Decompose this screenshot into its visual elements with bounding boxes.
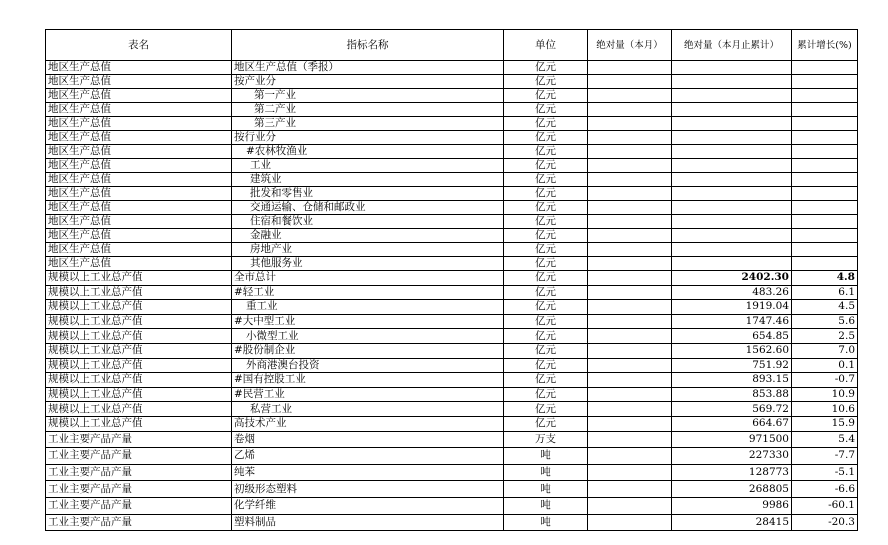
indicator-name-cell bbox=[232, 103, 504, 117]
monthly-value-cell bbox=[588, 481, 672, 498]
unit-cell: 亿元 bbox=[504, 271, 588, 286]
indicator-name: 乙烯 bbox=[234, 449, 255, 462]
monthly-value-cell bbox=[588, 187, 672, 201]
table-row bbox=[46, 481, 858, 498]
indicator-name: #国有控股工业 bbox=[234, 373, 306, 386]
table-row bbox=[46, 329, 858, 344]
cumulative-value-cell: 268805 bbox=[672, 481, 792, 498]
unit-cell: 万支 bbox=[504, 431, 588, 448]
indicator-name: 化学纤维 bbox=[234, 499, 276, 512]
unit-cell: 吨 bbox=[504, 514, 588, 531]
monthly-value-cell bbox=[588, 145, 672, 159]
table-name-cell: 规模以上工业总产值 bbox=[46, 314, 232, 329]
monthly-value-cell bbox=[588, 173, 672, 187]
table-row bbox=[46, 300, 858, 315]
growth-cell: -0.7 bbox=[792, 373, 858, 388]
monthly-value-cell bbox=[588, 131, 672, 145]
growth-cell: 4.5 bbox=[792, 300, 858, 315]
indicator-name: 其他服务业 bbox=[250, 257, 303, 269]
table-row bbox=[46, 145, 858, 159]
table-name-cell: 工业主要产品产量 bbox=[46, 448, 232, 465]
cumulative-value-cell: 2402.30 bbox=[672, 271, 792, 286]
cumulative-value-cell bbox=[672, 229, 792, 243]
growth-cell bbox=[792, 117, 858, 131]
table-name-cell: 地区生产总值 bbox=[46, 131, 232, 145]
table-row bbox=[46, 431, 858, 448]
indicator-name: 第二产业 bbox=[254, 103, 296, 115]
indicator-name-cell bbox=[232, 159, 504, 173]
indicator-name-cell bbox=[232, 358, 504, 373]
table-name-cell: 地区生产总值 bbox=[46, 159, 232, 173]
table-row bbox=[46, 314, 858, 329]
unit-cell: 亿元 bbox=[504, 159, 588, 173]
monthly-value-cell bbox=[588, 271, 672, 286]
cumulative-value-cell bbox=[672, 131, 792, 145]
indicator-name: 按行业分 bbox=[234, 131, 276, 143]
table-row bbox=[46, 159, 858, 173]
indicator-name-cell bbox=[232, 117, 504, 131]
cumulative-value-cell: 128773 bbox=[672, 464, 792, 481]
table-name-cell: 地区生产总值 bbox=[46, 187, 232, 201]
growth-cell bbox=[792, 215, 858, 229]
monthly-value-cell bbox=[588, 514, 672, 531]
monthly-value-cell bbox=[588, 89, 672, 103]
table-name-cell: 工业主要产品产量 bbox=[46, 464, 232, 481]
indicator-name-cell bbox=[232, 229, 504, 243]
table-name-cell: 地区生产总值 bbox=[46, 75, 232, 89]
indicator-name-cell bbox=[232, 271, 504, 286]
indicator-name-cell bbox=[232, 497, 504, 514]
table-name-cell: 地区生产总值 bbox=[46, 257, 232, 271]
indicator-name-cell bbox=[232, 243, 504, 257]
indicator-name-cell bbox=[232, 215, 504, 229]
monthly-value-cell bbox=[588, 103, 672, 117]
table-name-cell: 规模以上工业总产值 bbox=[46, 285, 232, 300]
indicator-name-cell bbox=[232, 131, 504, 145]
indicator-name-cell bbox=[232, 387, 504, 402]
indicator-name-cell bbox=[232, 329, 504, 344]
monthly-value-cell bbox=[588, 61, 672, 75]
table-name-cell: 规模以上工业总产值 bbox=[46, 271, 232, 286]
indicator-name-cell bbox=[232, 145, 504, 159]
unit-cell: 亿元 bbox=[504, 89, 588, 103]
table-row bbox=[46, 131, 858, 145]
indicator-name-cell bbox=[232, 514, 504, 531]
indicator-name: 地区生产总值（季报） bbox=[234, 61, 339, 73]
table-name-cell: 规模以上工业总产值 bbox=[46, 343, 232, 358]
indicator-name: #轻工业 bbox=[234, 285, 275, 298]
growth-cell: 7.0 bbox=[792, 343, 858, 358]
growth-cell bbox=[792, 257, 858, 271]
indicator-name: 重工业 bbox=[246, 300, 278, 313]
unit-cell: 吨 bbox=[504, 481, 588, 498]
indicator-name: 第一产业 bbox=[254, 89, 296, 101]
growth-cell bbox=[792, 131, 858, 145]
indicator-name-cell bbox=[232, 75, 504, 89]
monthly-value-cell bbox=[588, 75, 672, 89]
table-name-cell: 规模以上工业总产值 bbox=[46, 387, 232, 402]
table-name-cell: 地区生产总值 bbox=[46, 201, 232, 215]
indicator-name: 私营工业 bbox=[250, 402, 292, 415]
indicator-name-cell bbox=[232, 314, 504, 329]
indicator-name-cell bbox=[232, 89, 504, 103]
table-row bbox=[46, 201, 858, 215]
growth-cell bbox=[792, 61, 858, 75]
monthly-value-cell bbox=[588, 431, 672, 448]
cumulative-value-cell bbox=[672, 89, 792, 103]
table-name-cell: 地区生产总值 bbox=[46, 215, 232, 229]
unit-cell: 亿元 bbox=[504, 314, 588, 329]
unit-cell: 亿元 bbox=[504, 215, 588, 229]
cumulative-value-cell: 1562.60 bbox=[672, 343, 792, 358]
cumulative-value-cell bbox=[672, 61, 792, 75]
unit-cell: 亿元 bbox=[504, 373, 588, 388]
table-row bbox=[46, 387, 858, 402]
growth-cell: 10.9 bbox=[792, 387, 858, 402]
indicator-name-cell bbox=[232, 343, 504, 358]
growth-cell bbox=[792, 201, 858, 215]
growth-cell: 15.9 bbox=[792, 416, 858, 431]
growth-cell: -7.7 bbox=[792, 448, 858, 465]
indicator-name-cell bbox=[232, 201, 504, 215]
monthly-value-cell bbox=[588, 402, 672, 417]
table-name-cell: 规模以上工业总产值 bbox=[46, 358, 232, 373]
unit-cell: 亿元 bbox=[504, 173, 588, 187]
cumulative-value-cell: 28415 bbox=[672, 514, 792, 531]
indicator-name: #农林牧渔业 bbox=[246, 145, 308, 157]
indicator-name: 交通运输、仓储和邮政业 bbox=[250, 201, 366, 213]
monthly-value-cell bbox=[588, 358, 672, 373]
table-name-cell: 工业主要产品产量 bbox=[46, 481, 232, 498]
unit-cell: 亿元 bbox=[504, 201, 588, 215]
unit-cell: 亿元 bbox=[504, 402, 588, 417]
indicator-name: 卷烟 bbox=[234, 432, 255, 445]
table-name-cell: 地区生产总值 bbox=[46, 117, 232, 131]
cumulative-value-cell: 1919.04 bbox=[672, 300, 792, 315]
table-name-cell: 规模以上工业总产值 bbox=[46, 300, 232, 315]
indicator-name: 初级形态塑料 bbox=[234, 482, 297, 495]
indicator-name: #大中型工业 bbox=[234, 315, 296, 328]
header-unit: 单位 bbox=[504, 30, 588, 61]
indicator-name: 房地产业 bbox=[250, 243, 292, 255]
table-name-cell: 规模以上工业总产值 bbox=[46, 416, 232, 431]
table-row bbox=[46, 117, 858, 131]
growth-cell: 10.6 bbox=[792, 402, 858, 417]
monthly-value-cell bbox=[588, 448, 672, 465]
indicator-name-cell bbox=[232, 173, 504, 187]
growth-cell bbox=[792, 243, 858, 257]
growth-cell: -60.1 bbox=[792, 497, 858, 514]
cumulative-value-cell bbox=[672, 159, 792, 173]
table-row bbox=[46, 243, 858, 257]
table-row bbox=[46, 402, 858, 417]
table-row bbox=[46, 343, 858, 358]
monthly-value-cell bbox=[588, 159, 672, 173]
indicator-name: 外商港澳台投资 bbox=[246, 358, 320, 371]
growth-cell bbox=[792, 229, 858, 243]
growth-cell: 4.8 bbox=[792, 271, 858, 286]
cumulative-value-cell: 893.15 bbox=[672, 373, 792, 388]
monthly-value-cell bbox=[588, 416, 672, 431]
indicator-name-cell bbox=[232, 61, 504, 75]
table-name-cell: 地区生产总值 bbox=[46, 103, 232, 117]
unit-cell: 亿元 bbox=[504, 229, 588, 243]
table-name-cell: 地区生产总值 bbox=[46, 173, 232, 187]
indicator-name: 金融业 bbox=[250, 229, 282, 241]
cumulative-value-cell: 483.26 bbox=[672, 285, 792, 300]
growth-cell bbox=[792, 103, 858, 117]
indicator-name-cell bbox=[232, 481, 504, 498]
table-name-cell: 工业主要产品产量 bbox=[46, 497, 232, 514]
cumulative-value-cell bbox=[672, 75, 792, 89]
header-cumulative-value: 绝对量（本月止累计） bbox=[672, 30, 792, 61]
indicator-name: 纯苯 bbox=[234, 466, 255, 479]
growth-cell bbox=[792, 89, 858, 103]
growth-cell: 5.6 bbox=[792, 314, 858, 329]
indicator-name-cell bbox=[232, 416, 504, 431]
growth-cell: -5.1 bbox=[792, 464, 858, 481]
growth-cell: 5.4 bbox=[792, 431, 858, 448]
unit-cell: 吨 bbox=[504, 497, 588, 514]
monthly-value-cell bbox=[588, 215, 672, 229]
indicator-name-cell bbox=[232, 285, 504, 300]
table-row bbox=[46, 187, 858, 201]
unit-cell: 亿元 bbox=[504, 187, 588, 201]
cumulative-value-cell: 664.67 bbox=[672, 416, 792, 431]
table-name-cell: 地区生产总值 bbox=[46, 145, 232, 159]
unit-cell: 亿元 bbox=[504, 75, 588, 89]
growth-cell bbox=[792, 187, 858, 201]
table-row bbox=[46, 75, 858, 89]
unit-cell: 亿元 bbox=[504, 416, 588, 431]
unit-cell: 亿元 bbox=[504, 131, 588, 145]
indicator-name-cell bbox=[232, 448, 504, 465]
indicator-name-cell bbox=[232, 300, 504, 315]
unit-cell: 亿元 bbox=[504, 243, 588, 257]
table-row bbox=[46, 416, 858, 431]
unit-cell: 亿元 bbox=[504, 257, 588, 271]
indicator-name: #股份制企业 bbox=[234, 344, 296, 357]
table-name-cell: 地区生产总值 bbox=[46, 243, 232, 257]
cumulative-value-cell bbox=[672, 201, 792, 215]
indicator-name: 住宿和餐饮业 bbox=[250, 215, 313, 227]
cumulative-value-cell: 751.92 bbox=[672, 358, 792, 373]
unit-cell: 亿元 bbox=[504, 387, 588, 402]
indicator-name: 工业 bbox=[250, 159, 271, 171]
monthly-value-cell bbox=[588, 117, 672, 131]
unit-cell: 亿元 bbox=[504, 300, 588, 315]
monthly-value-cell bbox=[588, 257, 672, 271]
unit-cell: 亿元 bbox=[504, 103, 588, 117]
table-row bbox=[46, 257, 858, 271]
indicator-name-cell bbox=[232, 257, 504, 271]
unit-cell: 吨 bbox=[504, 464, 588, 481]
table-name-cell: 规模以上工业总产值 bbox=[46, 373, 232, 388]
table-row bbox=[46, 358, 858, 373]
unit-cell: 亿元 bbox=[504, 358, 588, 373]
cumulative-value-cell: 654.85 bbox=[672, 329, 792, 344]
growth-cell: 2.5 bbox=[792, 329, 858, 344]
table-name-cell: 地区生产总值 bbox=[46, 229, 232, 243]
indicator-name: 塑料制品 bbox=[234, 515, 276, 528]
header-row bbox=[46, 30, 858, 61]
cumulative-value-cell: 853.88 bbox=[672, 387, 792, 402]
cumulative-value-cell: 9986 bbox=[672, 497, 792, 514]
table-name-cell: 工业主要产品产量 bbox=[46, 514, 232, 531]
indicator-name: 批发和零售业 bbox=[250, 187, 313, 199]
unit-cell: 亿元 bbox=[504, 117, 588, 131]
indicator-name: 全市总计 bbox=[234, 271, 276, 284]
table-row bbox=[46, 229, 858, 243]
cumulative-value-cell bbox=[672, 257, 792, 271]
growth-cell bbox=[792, 173, 858, 187]
table-row bbox=[46, 215, 858, 229]
monthly-value-cell bbox=[588, 201, 672, 215]
table-row bbox=[46, 464, 858, 481]
cumulative-value-cell bbox=[672, 187, 792, 201]
table-name-cell: 规模以上工业总产值 bbox=[46, 402, 232, 417]
table-row bbox=[46, 271, 858, 286]
header-indicator-name: 指标名称 bbox=[232, 30, 504, 61]
table-name-cell: 规模以上工业总产值 bbox=[46, 329, 232, 344]
monthly-value-cell bbox=[588, 497, 672, 514]
indicator-name-cell bbox=[232, 187, 504, 201]
indicator-name-cell bbox=[232, 373, 504, 388]
cumulative-value-cell bbox=[672, 117, 792, 131]
cumulative-value-cell bbox=[672, 103, 792, 117]
unit-cell: 亿元 bbox=[504, 61, 588, 75]
monthly-value-cell bbox=[588, 329, 672, 344]
growth-cell bbox=[792, 75, 858, 89]
indicator-name: 按产业分 bbox=[234, 75, 276, 87]
indicator-name: #民营工业 bbox=[234, 388, 285, 401]
indicator-name-cell bbox=[232, 464, 504, 481]
unit-cell: 吨 bbox=[504, 448, 588, 465]
table-name-cell: 地区生产总值 bbox=[46, 61, 232, 75]
monthly-value-cell bbox=[588, 373, 672, 388]
header-table-name: 表名 bbox=[46, 30, 232, 61]
unit-cell: 亿元 bbox=[504, 145, 588, 159]
monthly-value-cell bbox=[588, 285, 672, 300]
monthly-value-cell bbox=[588, 464, 672, 481]
table-row bbox=[46, 285, 858, 300]
growth-cell bbox=[792, 159, 858, 173]
growth-cell: 0.1 bbox=[792, 358, 858, 373]
monthly-value-cell bbox=[588, 387, 672, 402]
header-cumulative-growth: 累计增长(%) bbox=[792, 30, 858, 61]
table-row bbox=[46, 448, 858, 465]
indicator-name: 第三产业 bbox=[254, 117, 296, 129]
cumulative-value-cell: 227330 bbox=[672, 448, 792, 465]
table-row bbox=[46, 61, 858, 75]
cumulative-value-cell bbox=[672, 243, 792, 257]
indicator-name: 建筑业 bbox=[250, 173, 282, 185]
growth-cell: -6.6 bbox=[792, 481, 858, 498]
unit-cell: 亿元 bbox=[504, 329, 588, 344]
table-name-cell: 工业主要产品产量 bbox=[46, 431, 232, 448]
growth-cell: 6.1 bbox=[792, 285, 858, 300]
unit-cell: 亿元 bbox=[504, 285, 588, 300]
monthly-value-cell bbox=[588, 343, 672, 358]
unit-cell: 亿元 bbox=[504, 343, 588, 358]
growth-cell bbox=[792, 145, 858, 159]
cumulative-value-cell bbox=[672, 145, 792, 159]
table-row bbox=[46, 103, 858, 117]
table-body bbox=[46, 61, 858, 531]
table-row bbox=[46, 497, 858, 514]
growth-cell: -20.3 bbox=[792, 514, 858, 531]
cumulative-value-cell: 569.72 bbox=[672, 402, 792, 417]
table-name-cell: 地区生产总值 bbox=[46, 89, 232, 103]
monthly-value-cell bbox=[588, 300, 672, 315]
indicator-name: 小微型工业 bbox=[246, 329, 299, 342]
cumulative-value-cell: 1747.46 bbox=[672, 314, 792, 329]
header-monthly-value: 绝对量（本月） bbox=[588, 30, 672, 61]
cumulative-value-cell bbox=[672, 215, 792, 229]
indicator-name-cell bbox=[232, 402, 504, 417]
monthly-value-cell bbox=[588, 243, 672, 257]
monthly-value-cell bbox=[588, 314, 672, 329]
indicator-name-cell bbox=[232, 431, 504, 448]
table-row bbox=[46, 173, 858, 187]
monthly-value-cell bbox=[588, 229, 672, 243]
table-row bbox=[46, 373, 858, 388]
table-row bbox=[46, 89, 858, 103]
cumulative-value-cell bbox=[672, 173, 792, 187]
statistics-table bbox=[45, 29, 858, 531]
table-row bbox=[46, 514, 858, 531]
indicator-name: 高技术产业 bbox=[234, 417, 287, 430]
cumulative-value-cell: 971500 bbox=[672, 431, 792, 448]
